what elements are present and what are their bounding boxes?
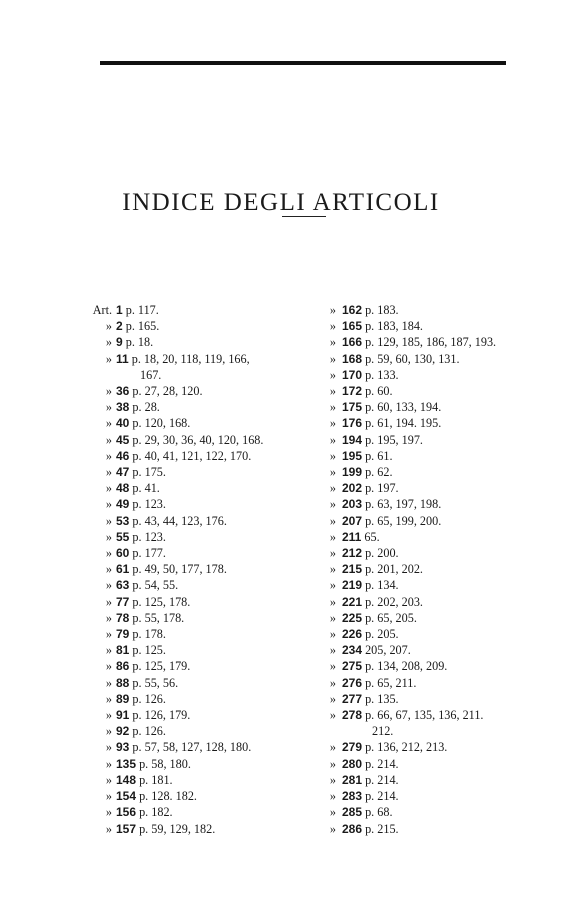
- article-number: 215: [342, 562, 363, 577]
- title-rule: [282, 216, 326, 217]
- index-entry: [82, 642, 312, 658]
- index-entry: [82, 675, 312, 691]
- entry-lead: »: [105, 772, 112, 787]
- article-number: 89: [116, 691, 130, 706]
- entry-lead: »: [105, 724, 112, 739]
- article-number: 77: [116, 594, 130, 609]
- entry-lead: »: [105, 400, 112, 415]
- entry-lead: »: [105, 513, 112, 528]
- index-entry: [318, 351, 518, 367]
- article-number: 2: [116, 319, 123, 334]
- page-references: p. 18, 20, 118, 119, 166,: [131, 351, 250, 366]
- index-entry: [82, 821, 312, 837]
- index-entry: [82, 480, 312, 496]
- article-number: 225: [342, 610, 363, 625]
- article-number: 285: [342, 805, 363, 820]
- entry-lead: »: [329, 821, 336, 836]
- article-number: 212: [342, 546, 363, 561]
- page-references: p. 61.: [365, 448, 393, 463]
- entry-lead: »: [105, 562, 112, 577]
- article-number: 36: [116, 384, 130, 399]
- article-number: 234: [342, 643, 363, 658]
- page-references-continued: 212.: [372, 724, 394, 739]
- article-number: 281: [342, 772, 363, 787]
- page-references: p. 133.: [365, 367, 399, 382]
- index-entry: [318, 399, 518, 415]
- entry-lead: »: [105, 756, 112, 771]
- page-references: p. 61, 194. 195.: [365, 416, 442, 431]
- page-references: p. 205.: [365, 627, 399, 642]
- page-references: p. 120, 168.: [132, 416, 191, 431]
- article-number: 78: [116, 610, 130, 625]
- page-references: 205, 207.: [365, 643, 411, 658]
- entry-lead: »: [329, 416, 336, 431]
- entry-lead: »: [329, 805, 336, 820]
- page-references: p. 65, 199, 200.: [365, 513, 442, 528]
- entry-lead: »: [329, 643, 336, 658]
- index-entry: [318, 302, 518, 318]
- article-number: 9: [116, 335, 123, 350]
- entry-lead: »: [105, 821, 112, 836]
- page-references: p. 214.: [365, 756, 399, 771]
- index-entry: [318, 545, 518, 561]
- article-number: 135: [116, 756, 137, 771]
- index-entry: [82, 334, 312, 350]
- entry-lead: »: [329, 675, 336, 690]
- entry-lead: »: [105, 432, 112, 447]
- index-entry: [82, 448, 312, 464]
- article-number: 202: [342, 481, 363, 496]
- page-references: p. 126.: [132, 691, 166, 706]
- entry-lead: »: [329, 400, 336, 415]
- entry-lead: »: [329, 465, 336, 480]
- page-references: p. 126.: [132, 724, 166, 739]
- index-entry: [82, 756, 312, 772]
- index-entry: [82, 496, 312, 512]
- entry-lead: »: [329, 789, 336, 804]
- index-entry: [318, 821, 518, 837]
- article-number: 226: [342, 627, 363, 642]
- entry-lead: »: [329, 432, 336, 447]
- index-entry: [318, 610, 518, 626]
- page-references: p. 181.: [139, 772, 173, 787]
- index-entry: [82, 691, 312, 707]
- entry-lead: »: [105, 481, 112, 496]
- page-references: p. 135.: [365, 691, 399, 706]
- index-entry: [318, 739, 518, 755]
- page-references: p. 136, 212, 213.: [365, 740, 448, 755]
- index-entry: [318, 496, 518, 512]
- page-references: p. 117.: [125, 303, 159, 317]
- index-entry: [82, 772, 312, 788]
- article-number: 175: [342, 400, 363, 415]
- article-number: 55: [116, 529, 130, 544]
- entry-lead: »: [329, 351, 336, 366]
- page-references: p. 59, 129, 182.: [139, 821, 216, 836]
- page-references: p. 125, 178.: [132, 594, 191, 609]
- article-number: 154: [116, 789, 137, 804]
- page-references: p. 58, 180.: [139, 756, 191, 771]
- entry-lead: »: [329, 562, 336, 577]
- page-references: p. 28.: [132, 400, 160, 415]
- entry-lead: »: [329, 448, 336, 463]
- index-entry: [82, 513, 312, 529]
- index-entry: [318, 561, 518, 577]
- article-number: 219: [342, 578, 363, 593]
- right-index-column: [318, 302, 518, 837]
- article-number: 79: [116, 627, 130, 642]
- index-entry: [82, 432, 312, 448]
- index-entry: [82, 302, 312, 318]
- entry-lead: »: [105, 319, 112, 334]
- page-references-continued: 167.: [140, 367, 162, 382]
- page-references: p. 201, 202.: [365, 562, 423, 577]
- entry-lead: »: [329, 367, 336, 382]
- index-entry: [82, 464, 312, 480]
- index-entry: [82, 723, 312, 739]
- page-references: p. 18.: [125, 335, 154, 350]
- article-number: 60: [116, 546, 130, 561]
- index-entry: [82, 658, 312, 674]
- page-references: p. 129, 185, 186, 187, 193.: [365, 335, 497, 350]
- entry-lead: »: [329, 497, 336, 512]
- entry-lead: »: [329, 610, 336, 625]
- index-entry: [318, 334, 518, 350]
- article-number: 168: [342, 351, 363, 366]
- entry-lead: »: [329, 384, 336, 399]
- article-number: 1: [116, 303, 123, 317]
- entry-lead: »: [105, 627, 112, 642]
- top-rule: [100, 61, 506, 65]
- page-references: p. 66, 67, 135, 136, 211.: [365, 708, 484, 723]
- entry-lead: »: [105, 610, 112, 625]
- index-entry: [82, 529, 312, 545]
- entry-lead: »: [105, 448, 112, 463]
- entry-lead: »: [105, 691, 112, 706]
- page-references: p. 49, 50, 177, 178.: [132, 562, 227, 577]
- page-references: p. 183.: [365, 303, 399, 317]
- page-references: p. 54, 55.: [132, 578, 179, 593]
- page-references: p. 62.: [365, 465, 393, 480]
- entry-lead: »: [329, 529, 336, 544]
- page-references: p. 65, 205.: [365, 610, 417, 625]
- entry-lead: »: [105, 805, 112, 820]
- article-number: 176: [342, 416, 363, 431]
- article-number: 157: [116, 821, 137, 836]
- index-entry: [82, 577, 312, 593]
- page-references: p. 125, 179.: [132, 659, 191, 674]
- page-references: p. 43, 44, 123, 176.: [132, 513, 227, 528]
- article-number: 63: [116, 578, 130, 593]
- article-number: 279: [342, 740, 363, 755]
- index-entry: [82, 415, 312, 431]
- index-entry: [82, 318, 312, 334]
- article-number: 45: [116, 432, 130, 447]
- article-number: 88: [116, 675, 130, 690]
- page-references: p. 40, 41, 121, 122, 170.: [132, 448, 252, 463]
- page-references: p. 134, 208, 209.: [365, 659, 448, 674]
- article-number: 221: [342, 594, 363, 609]
- index-entry: [82, 626, 312, 642]
- entry-lead: »: [105, 789, 112, 804]
- entry-lead: »: [329, 772, 336, 787]
- article-number: 156: [116, 805, 137, 820]
- page-references: p. 214.: [365, 772, 399, 787]
- entry-lead: »: [105, 675, 112, 690]
- article-number: 165: [342, 319, 363, 334]
- page-references: p. 177.: [132, 546, 166, 561]
- index-entry: [318, 318, 518, 334]
- index-entry: [318, 788, 518, 804]
- index-entry: [82, 383, 312, 399]
- index-entry: [318, 577, 518, 593]
- article-number: 280: [342, 756, 363, 771]
- entry-lead: »: [329, 756, 336, 771]
- index-entry: [318, 594, 518, 610]
- index-entry: [82, 707, 312, 723]
- entry-lead: »: [329, 319, 336, 334]
- page-references: p. 202, 203.: [365, 594, 423, 609]
- index-entry: [82, 610, 312, 626]
- entry-lead: »: [329, 481, 336, 496]
- entry-lead: »: [329, 627, 336, 642]
- article-number: 283: [342, 789, 363, 804]
- entry-lead: »: [105, 643, 112, 658]
- entry-lead: »: [105, 384, 112, 399]
- page-references: p. 59, 60, 130, 131.: [365, 351, 460, 366]
- index-entry: [318, 383, 518, 399]
- article-number: 86: [116, 659, 130, 674]
- article-number: 278: [342, 708, 363, 723]
- article-number: 276: [342, 675, 363, 690]
- index-entry: [318, 675, 518, 691]
- article-number: 148: [116, 772, 137, 787]
- entry-lead: »: [105, 578, 112, 593]
- entry-lead: »: [105, 708, 112, 723]
- article-number: 275: [342, 659, 363, 674]
- article-number: 211: [342, 529, 362, 544]
- article-number: 91: [116, 708, 130, 723]
- article-number: 48: [116, 481, 130, 496]
- page-references: p. 182.: [139, 805, 173, 820]
- entry-lead: »: [105, 335, 112, 350]
- page-references: p. 60, 133, 194.: [365, 400, 442, 415]
- page-references: 65.: [364, 529, 380, 544]
- page-title: INDICE DEGLI ARTICOLI: [122, 188, 440, 216]
- index-entry: [318, 772, 518, 788]
- page-references: p. 125.: [132, 643, 166, 658]
- page-references: p. 214.: [365, 789, 399, 804]
- entry-lead: »: [329, 659, 336, 674]
- index-entry: [318, 415, 518, 431]
- page-references: p. 200.: [365, 546, 399, 561]
- article-number: 170: [342, 367, 363, 382]
- page-references: p. 134.: [365, 578, 399, 593]
- page-references: p. 165.: [125, 319, 160, 334]
- article-number: 195: [342, 448, 363, 463]
- page-references: p. 55, 56.: [132, 675, 179, 690]
- article-number: 162: [342, 303, 363, 317]
- page-references: p. 195, 197.: [365, 432, 423, 447]
- page-references: p. 27, 28, 120.: [132, 384, 203, 399]
- index-entry: [318, 464, 518, 480]
- index-entry: [318, 804, 518, 820]
- page-references: p. 126, 179.: [132, 708, 191, 723]
- entry-lead: »: [329, 546, 336, 561]
- article-number: 286: [342, 821, 363, 836]
- entry-lead: »: [105, 465, 112, 480]
- index-entry: [82, 561, 312, 577]
- article-number: 203: [342, 497, 363, 512]
- index-entry: [82, 545, 312, 561]
- page-references: p. 65, 211.: [365, 675, 417, 690]
- article-number: 81: [116, 643, 130, 658]
- index-entry: [82, 594, 312, 610]
- index-entry: [318, 480, 518, 496]
- article-number: 92: [116, 724, 130, 739]
- article-number: 199: [342, 465, 363, 480]
- article-number: 40: [116, 416, 130, 431]
- index-entry: [82, 739, 312, 755]
- index-entry: [82, 788, 312, 804]
- index-entry: [318, 691, 518, 707]
- article-number: 277: [342, 691, 363, 706]
- page-references: p. 123.: [132, 497, 166, 512]
- page-references: p. 41.: [132, 481, 160, 496]
- page-references: p. 215.: [365, 821, 399, 836]
- index-entry: [318, 707, 518, 739]
- entry-lead: »: [105, 546, 112, 561]
- article-number: 46: [116, 448, 130, 463]
- entry-lead: »: [329, 513, 336, 528]
- article-number: 166: [342, 335, 363, 350]
- entry-lead: »: [329, 708, 336, 723]
- index-entry: [318, 756, 518, 772]
- entry-lead: »: [105, 740, 112, 755]
- article-number: 11: [116, 351, 129, 366]
- index-entry: [318, 513, 518, 529]
- article-number: 53: [116, 513, 130, 528]
- index-entry: [82, 804, 312, 820]
- entry-lead: »: [105, 351, 112, 366]
- page-references: p. 68.: [365, 805, 393, 820]
- index-entry: [318, 658, 518, 674]
- index-entry: [318, 367, 518, 383]
- entry-lead: »: [329, 335, 336, 350]
- entry-lead: »: [105, 659, 112, 674]
- page-references: p. 55, 178.: [132, 610, 185, 625]
- page-references: p. 178.: [132, 627, 166, 642]
- entry-lead: »: [329, 740, 336, 755]
- article-number: 194: [342, 432, 363, 447]
- entry-lead: Art.: [92, 303, 112, 317]
- entry-lead: »: [329, 303, 336, 317]
- article-number: 47: [116, 465, 130, 480]
- page-references: p. 128. 182.: [139, 789, 197, 804]
- entry-lead: »: [329, 691, 336, 706]
- entry-lead: »: [105, 594, 112, 609]
- entry-lead: »: [329, 578, 336, 593]
- left-index-column: [82, 302, 312, 837]
- page-references: p. 60.: [365, 384, 393, 399]
- page-references: p. 123.: [132, 529, 166, 544]
- index-entry: [318, 642, 518, 658]
- entry-lead: »: [105, 416, 112, 431]
- article-number: 49: [116, 497, 130, 512]
- article-number: 93: [116, 740, 130, 755]
- article-number: 61: [116, 562, 130, 577]
- index-entry: [82, 351, 312, 383]
- index-entry: [82, 399, 312, 415]
- page-references: p. 183, 184.: [365, 319, 423, 334]
- entry-lead: »: [105, 497, 112, 512]
- article-number: 172: [342, 384, 363, 399]
- entry-lead: »: [105, 529, 112, 544]
- index-entry: [318, 626, 518, 642]
- page-references: p. 57, 58, 127, 128, 180.: [132, 740, 252, 755]
- page-references: p. 63, 197, 198.: [365, 497, 442, 512]
- article-number: 207: [342, 513, 363, 528]
- page-references: p. 175.: [132, 465, 166, 480]
- article-number: 38: [116, 400, 130, 415]
- index-entry: [318, 529, 518, 545]
- entry-lead: »: [329, 594, 336, 609]
- page-references: p. 197.: [365, 481, 399, 496]
- page-references: p. 29, 30, 36, 40, 120, 168.: [132, 432, 264, 447]
- index-entry: [318, 432, 518, 448]
- index-entry: [318, 448, 518, 464]
